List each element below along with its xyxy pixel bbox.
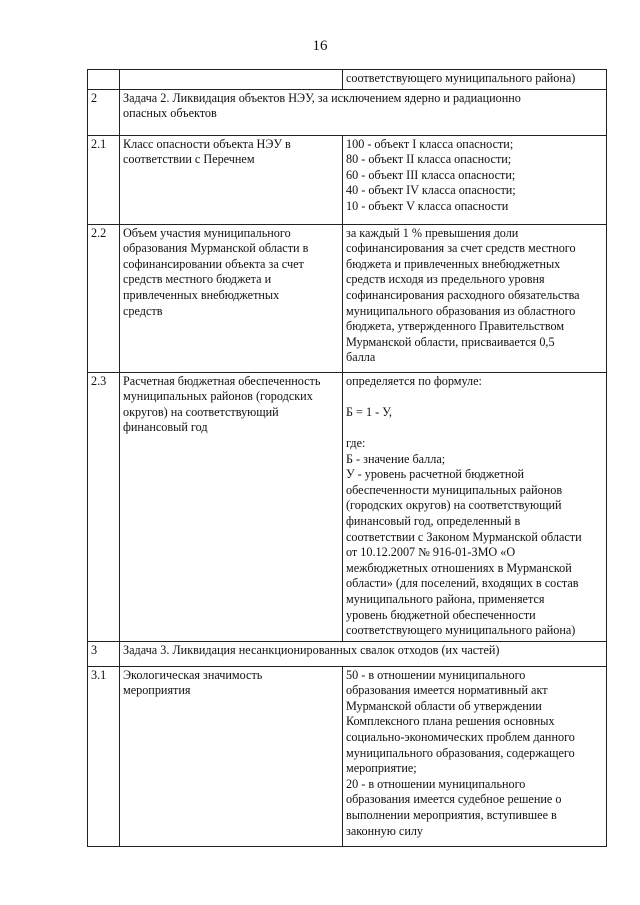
cell-value (343, 135, 607, 224)
text-line: муниципального района, применяется (346, 591, 545, 606)
text-line: Б - значение балла; (346, 451, 446, 466)
where-label: где: (346, 435, 366, 450)
text-line: 100 - объект I класса опасности; (346, 136, 514, 151)
text-line: балла (346, 350, 376, 365)
text-line: соответствующего муниципального района) (346, 71, 576, 85)
text-line: софинансирования за счет средств местного (346, 241, 576, 256)
row-number: 2.3 (91, 373, 107, 388)
criterion-line: Экологическая значимость (123, 667, 263, 682)
text-line: выполнении мероприятия, вступившее в (346, 808, 557, 823)
text-line: бюджета и привлеченных внебюджетных (346, 256, 561, 271)
text-line: законную силу (346, 823, 424, 838)
text-line: обеспеченности муниципальных районов (346, 482, 563, 497)
cell-task-heading (120, 89, 607, 135)
row-number: 3.1 (91, 667, 107, 682)
row-number: 2.2 (91, 225, 107, 240)
cell-number (88, 641, 120, 666)
text-line: Комплексного плана решения основных (346, 714, 555, 729)
text-line: образования имеется судебное решение о (346, 792, 562, 807)
table-row-3-1 (88, 666, 607, 846)
criterion-line: образования Мурманской области в (123, 241, 309, 256)
row-number: 3 (91, 642, 98, 657)
criterion-line: привлеченных внебюджетных (123, 287, 280, 302)
text-line: области» (для поселений, входящих в состав (346, 576, 579, 591)
cell-criterion (120, 224, 343, 372)
text-line: соответствии с Законом Мурманской области (346, 529, 582, 544)
table-row-2-2 (88, 224, 607, 372)
text-line: У - уровень расчетной бюджетной (346, 467, 525, 482)
cell-number (88, 224, 120, 372)
criterion-line: Расчетная бюджетная обеспеченность (123, 373, 321, 388)
cell-value (343, 224, 607, 372)
text-line: муниципального образования, содержащего (346, 745, 575, 760)
text-line: 40 - объект IV класса опасности; (346, 183, 516, 198)
criterion-line: финансовый год (123, 420, 208, 435)
text-line: за каждый 1 % превышения доли (346, 225, 519, 240)
task-heading-line: опасных объектов (123, 106, 217, 121)
table-row-task-3 (88, 641, 607, 666)
page-number: 16 (312, 38, 328, 54)
text-line: средств исходя из предельного уровня (346, 272, 545, 287)
text-line: мероприятие; (346, 761, 417, 776)
table-row-2-1 (88, 135, 607, 224)
text-line: Мурманской области, присваивается 0,5 (346, 334, 555, 349)
cell-number (88, 70, 120, 90)
text-line: соответствующего муниципального района) (346, 623, 576, 638)
task-heading-line: Задача 2. Ликвидация объектов НЭУ, за исключением ядерно и радиационно (123, 90, 521, 105)
cell-value (343, 70, 607, 90)
text-line: образования имеется нормативный акт (346, 683, 548, 698)
text-line: финансовый год, определенный в (346, 513, 521, 528)
text-line: 50 - в отношении муниципального (346, 667, 526, 682)
cell-criterion (120, 70, 343, 90)
text-line: бюджета, утвержденного Правительством (346, 319, 565, 334)
text-line: (городских округов) на соответствующий (346, 498, 562, 513)
text-line: социально-экономических проблем данного (346, 730, 575, 745)
text-line: 20 - в отношении муниципального (346, 776, 526, 791)
text-line: межбюджетных отношениях в Мурманской (346, 560, 572, 575)
text-line: 10 - объект V класса опасности (346, 198, 509, 213)
table-row-continuation (88, 70, 607, 90)
cell-criterion (120, 372, 343, 641)
text-line: 60 - объект III класса опасности; (346, 167, 516, 182)
criterion-line: соответствии с Перечнем (123, 152, 255, 167)
table-row-2-3 (88, 372, 607, 641)
criterion-line: муниципальных районов (городских (123, 389, 313, 404)
criterion-line: средств местного бюджета и (123, 272, 272, 287)
cell-value (343, 666, 607, 846)
text-line: от 10.12.2007 № 916-01-ЗМО «О (346, 545, 516, 560)
criterion-line: софинансировании объекта за счет (123, 256, 304, 271)
criterion-line: Объем участия муниципального (123, 225, 291, 240)
criterion-line: мероприятия (123, 683, 191, 698)
text-line: Мурманской области об утверждении (346, 698, 542, 713)
criterion-line: округов) на соответствующий (123, 404, 279, 419)
text-line: 80 - объект II класса опасности; (346, 152, 512, 167)
criterion-line: средств (123, 303, 163, 318)
task-heading-line: Задача 3. Ликвидация несанкционированных свалок отходов (их частей) (123, 642, 500, 657)
criterion-line: Класс опасности объекта НЭУ в (123, 136, 291, 151)
cell-number (88, 666, 120, 846)
cell-value (343, 372, 607, 641)
text-line: муниципального образования из областного (346, 303, 576, 318)
cell-number (88, 135, 120, 224)
formula-intro: определяется по формуле: (346, 373, 482, 388)
cell-number (88, 372, 120, 641)
criteria-table (87, 69, 607, 847)
table-row-task-2 (88, 89, 607, 135)
cell-criterion (120, 135, 343, 224)
formula: Б = 1 - У, (346, 404, 392, 419)
text-line: софинансирования расходного обязательства (346, 287, 580, 302)
cell-criterion (120, 666, 343, 846)
cell-task-heading (120, 641, 607, 666)
cell-number (88, 89, 120, 135)
row-number: 2 (91, 90, 98, 105)
row-number: 2.1 (91, 136, 107, 151)
text-line: уровень бюджетной обеспеченности (346, 607, 536, 622)
